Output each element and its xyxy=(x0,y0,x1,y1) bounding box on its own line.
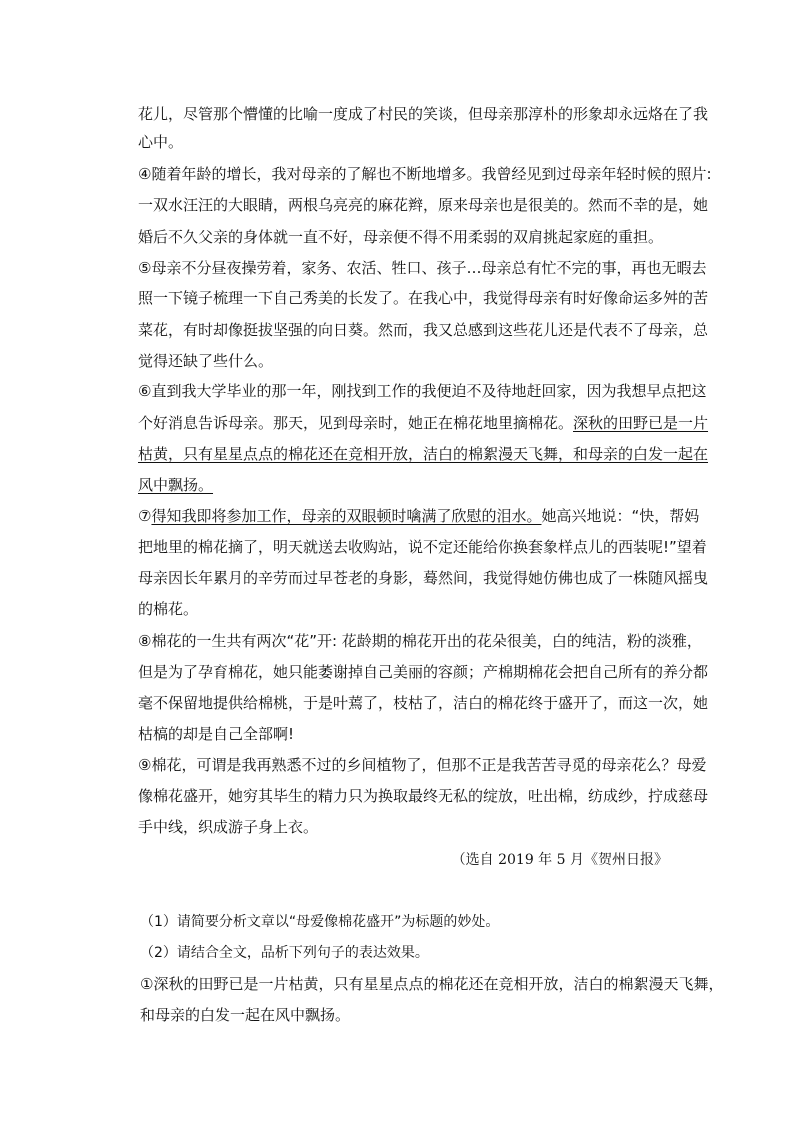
paragraph-3-line: 花儿，尽管那个懵懂的比喻一度成了村民的笑谈，但母亲那淳朴的形象却永远烙在了我 xyxy=(138,105,709,123)
paragraph-4-line: 婚后不久父亲的身体就一直不好，母亲便不得不用柔弱的双肩挑起家庭的重担。 xyxy=(138,228,664,246)
paragraph-4-line: ④随着年龄的增长，我对母亲的了解也不断地增多。我曾经见到过母亲年轻时候的照片: xyxy=(138,165,712,183)
paragraph-7-line: 母亲因长年累月的辛劳而过早苍老的身影，蓦然间，我觉得她仿佛也成了一株随风摇曳 xyxy=(138,569,709,587)
question-2: （2）请结合全文，品析下列句子的表达效果。 xyxy=(140,945,429,961)
article-source: （选自 2019 年 5 月《贺州日报》 xyxy=(451,852,668,868)
underlined-sentence: 深秋的田野已是一片 xyxy=(573,414,709,432)
paragraph-8-line: 毫不保留地提供给棉桃，于是叶蔫了，枝枯了，洁白的棉花终于盛开了，而这一次，她 xyxy=(138,694,709,712)
paragraph-5-line: 照一下镜子梳理一下自己秀美的长发了。在我心中，我觉得母亲有时好像命运多舛的苦 xyxy=(138,289,709,307)
paragraph-number: ⑦ xyxy=(138,507,152,525)
underlined-sentence: 风中飘扬。 xyxy=(138,476,214,494)
question-2-item-line: ①深秋的田野已是一片枯黄，只有星星点点的棉花还在竞相开放，洁白的棉絮漫天飞舞， xyxy=(140,975,724,993)
question-1: （1）请简要分析文章以“母爱像棉花盛开”为标题的妙处。 xyxy=(140,914,500,930)
underlined-sentence: 得知我即将参加工作，母亲的双眼顿时噙满了欣慰的泪水。 xyxy=(151,507,542,525)
paragraph-7-line xyxy=(138,504,700,528)
paragraph-3-line: 心中。 xyxy=(138,133,184,151)
underlined-sentence: 枯黄，只有星星点点的棉花还在竞相开放，洁白的棉絮漫天飞舞，和母亲的白发一起在 xyxy=(138,445,709,463)
paragraph-5-line: 菜花，有时却像挺拔坚强的向日葵。然而，我又总感到这些花儿还是代表不了母亲，总 xyxy=(138,321,709,339)
paragraph-8-line: 但是为了孕育棉花，她只能萎谢掉自己美丽的容颜；产棉期棉花会把自己所有的养分都 xyxy=(138,663,709,681)
paragraph-9-line: 像棉花盛开，她穷其毕生的精力只为换取最终无私的绽放，吐出棉，纺成纱，拧成慈母 xyxy=(138,787,709,805)
paragraph-6-line xyxy=(138,473,678,497)
paragraph-7-plain-text: 她高兴地说：“快，帮妈 xyxy=(541,507,700,525)
paragraph-4-line: 一双水汪汪的大眼睛，两根乌亮亮的麻花辫，原来母亲也是很美的。然而不幸的是，她 xyxy=(138,196,709,214)
question-2-item-line: 和母亲的白发一起在风中飘扬。 xyxy=(140,1006,351,1024)
paragraph-5-line: 觉得还缺了些什么。 xyxy=(138,352,274,370)
paragraph-6-line: ⑥直到我大学毕业的那一年，刚找到工作的我便迫不及待地赶回家，因为我想早点把这 xyxy=(138,382,707,400)
paragraph-7-line: 的棉花。 xyxy=(138,600,199,618)
paragraph-9-line: ⑨棉花，可谓是我再熟悉不过的乡间植物了，但那不正是我苦苦寻觅的母亲花么？母爱 xyxy=(138,756,707,774)
paragraph-6-line xyxy=(138,411,709,435)
paragraph-9-line: 手中线，织成游子身上衣。 xyxy=(138,818,319,836)
paragraph-7-line: 把地里的棉花摘了，明天就送去收购站，说不定还能给你换套象样点儿的西装呢!”望着 xyxy=(138,538,707,556)
paragraph-8-line: ⑧棉花的一生共有两次“花”开: 花龄期的棉花开出的花朵很美，白的纯洁，粉的淡雅， xyxy=(138,632,702,650)
paragraph-5-line: ⑤母亲不分昼夜操劳着，家务、农活、牲口、孩子…母亲总有忙不完的事，再也无暇去 xyxy=(138,259,707,277)
paragraph-8-line: 枯槁的却是自己全部啊! xyxy=(138,725,295,743)
paragraph-6-plain-text: 个好消息告诉母亲。那天，见到母亲时，她正在棉花地里摘棉花。 xyxy=(138,414,574,432)
